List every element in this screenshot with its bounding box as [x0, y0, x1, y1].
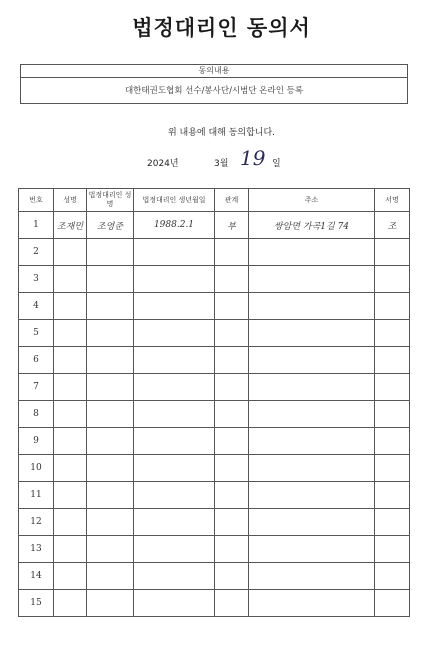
cell-address: [249, 374, 375, 401]
header-relation: 관계: [215, 189, 249, 212]
cell-name: [54, 455, 87, 482]
cell-relation: [215, 347, 249, 374]
cell-guardian-birth: [134, 266, 215, 293]
cell-guardian-name: [87, 374, 134, 401]
table-row: [19, 347, 410, 374]
table-row: [19, 293, 410, 320]
document-title: 법정대리인 동의서: [132, 15, 311, 40]
table-row: [19, 212, 410, 239]
cell-no: 9: [19, 428, 54, 455]
cell-address: [249, 536, 375, 563]
table-row: [19, 239, 410, 266]
table-row: [19, 482, 410, 509]
cell-no: 6: [19, 347, 54, 374]
cell-signature: [375, 590, 410, 617]
table-row: [19, 563, 410, 590]
cell-name: [54, 401, 87, 428]
table-row: [19, 455, 410, 482]
cell-address: 쌍암면 가곡1길 74: [249, 212, 375, 239]
header-no: 번호: [19, 189, 54, 212]
cell-signature: [375, 347, 410, 374]
date-day-handwritten: 19: [240, 146, 266, 170]
cell-guardian-birth: [134, 590, 215, 617]
cell-signature: [375, 401, 410, 428]
cell-guardian-name: [87, 536, 134, 563]
cell-relation: [215, 428, 249, 455]
cell-name: [54, 293, 87, 320]
cell-signature: [375, 266, 410, 293]
cell-relation: [215, 455, 249, 482]
cell-guardian-birth: [134, 482, 215, 509]
date-month: 3월: [214, 159, 229, 169]
cell-no: 13: [19, 536, 54, 563]
cell-address: [249, 293, 375, 320]
cell-relation: [215, 401, 249, 428]
cell-guardian-birth: [134, 347, 215, 374]
cell-guardian-name: [87, 266, 134, 293]
cell-name: [54, 347, 87, 374]
cell-name: [54, 482, 87, 509]
consent-header: 동의내용: [21, 65, 407, 78]
cell-name: [54, 266, 87, 293]
cell-guardian-name: [87, 347, 134, 374]
cell-no: 8: [19, 401, 54, 428]
cell-address: [249, 347, 375, 374]
cell-address: [249, 563, 375, 590]
table-row: [19, 428, 410, 455]
cell-guardian-name: [87, 239, 134, 266]
cell-relation: [215, 266, 249, 293]
cell-address: [249, 239, 375, 266]
cell-no: 1: [19, 212, 54, 239]
cell-name: [54, 590, 87, 617]
cell-guardian-name: [87, 455, 134, 482]
cell-guardian-birth: [134, 563, 215, 590]
cell-guardian-birth: [134, 239, 215, 266]
cell-relation: [215, 239, 249, 266]
cell-address: [249, 428, 375, 455]
cell-signature: [375, 320, 410, 347]
cell-guardian-birth: [134, 455, 215, 482]
cell-relation: [215, 509, 249, 536]
cell-guardian-name: [87, 590, 134, 617]
cell-guardian-birth: [134, 509, 215, 536]
cell-guardian-birth: [134, 374, 215, 401]
cell-guardian-name: [87, 320, 134, 347]
cell-no: 11: [19, 482, 54, 509]
cell-address: [249, 482, 375, 509]
cell-relation: [215, 293, 249, 320]
header-guardian-birth: 법정대리인 생년월일: [134, 189, 215, 212]
cell-signature: 조: [375, 212, 410, 239]
table-row: [19, 401, 410, 428]
cell-relation: [215, 536, 249, 563]
cell-signature: [375, 482, 410, 509]
cell-guardian-name: [87, 428, 134, 455]
cell-guardian-name: [87, 293, 134, 320]
cell-name: 조재민: [54, 212, 87, 239]
cell-guardian-name: 조영준: [87, 212, 134, 239]
cell-name: [54, 563, 87, 590]
consent-box: [20, 64, 408, 104]
cell-relation: [215, 320, 249, 347]
cell-name: [54, 374, 87, 401]
cell-relation: [215, 482, 249, 509]
cell-name: [54, 536, 87, 563]
cell-guardian-birth: 1988.2.1: [134, 212, 215, 239]
date-day-label: 일: [272, 159, 281, 169]
cell-no: 7: [19, 374, 54, 401]
cell-guardian-name: [87, 482, 134, 509]
cell-guardian-birth: [134, 293, 215, 320]
cell-no: 12: [19, 509, 54, 536]
cell-address: [249, 401, 375, 428]
cell-signature: [375, 455, 410, 482]
cell-address: [249, 590, 375, 617]
header-name: 성명: [54, 189, 87, 212]
cell-signature: [375, 428, 410, 455]
cell-relation: [215, 590, 249, 617]
header-address: 주소: [249, 189, 375, 212]
cell-relation: [215, 563, 249, 590]
cell-guardian-name: [87, 401, 134, 428]
cell-no: 14: [19, 563, 54, 590]
cell-no: 15: [19, 590, 54, 617]
cell-guardian-birth: [134, 536, 215, 563]
cell-guardian-name: [87, 563, 134, 590]
cell-no: 10: [19, 455, 54, 482]
header-signature: 서명: [375, 189, 410, 212]
cell-name: [54, 509, 87, 536]
table-row: [19, 536, 410, 563]
table-header-row: [19, 189, 410, 212]
cell-address: [249, 266, 375, 293]
table-row: [19, 509, 410, 536]
table-row: [19, 320, 410, 347]
cell-address: [249, 509, 375, 536]
consent-text: 대한태권도협회 선수/봉사단/시범단 온라인 등록: [124, 86, 304, 96]
cell-relation: 부: [215, 212, 249, 239]
cell-guardian-birth: [134, 320, 215, 347]
cell-guardian-birth: [134, 401, 215, 428]
cell-name: [54, 428, 87, 455]
table-row: [19, 374, 410, 401]
cell-signature: [375, 239, 410, 266]
cell-no: 2: [19, 239, 54, 266]
cell-guardian-name: [87, 509, 134, 536]
agree-statement: 위 내용에 대해 동의합니다.: [167, 128, 276, 138]
cell-signature: [375, 374, 410, 401]
cell-address: [249, 320, 375, 347]
cell-name: [54, 320, 87, 347]
cell-signature: [375, 293, 410, 320]
cell-no: 5: [19, 320, 54, 347]
cell-signature: [375, 563, 410, 590]
cell-no: 4: [19, 293, 54, 320]
cell-signature: [375, 509, 410, 536]
cell-no: 3: [19, 266, 54, 293]
date-year: 2024년: [147, 159, 179, 169]
table-row: [19, 590, 410, 617]
cell-signature: [375, 536, 410, 563]
guardian-table: [18, 188, 410, 617]
header-guardian-name: 법정대리인 성명: [87, 189, 134, 212]
cell-relation: [215, 374, 249, 401]
cell-address: [249, 455, 375, 482]
cell-name: [54, 239, 87, 266]
cell-guardian-birth: [134, 428, 215, 455]
table-row: [19, 266, 410, 293]
